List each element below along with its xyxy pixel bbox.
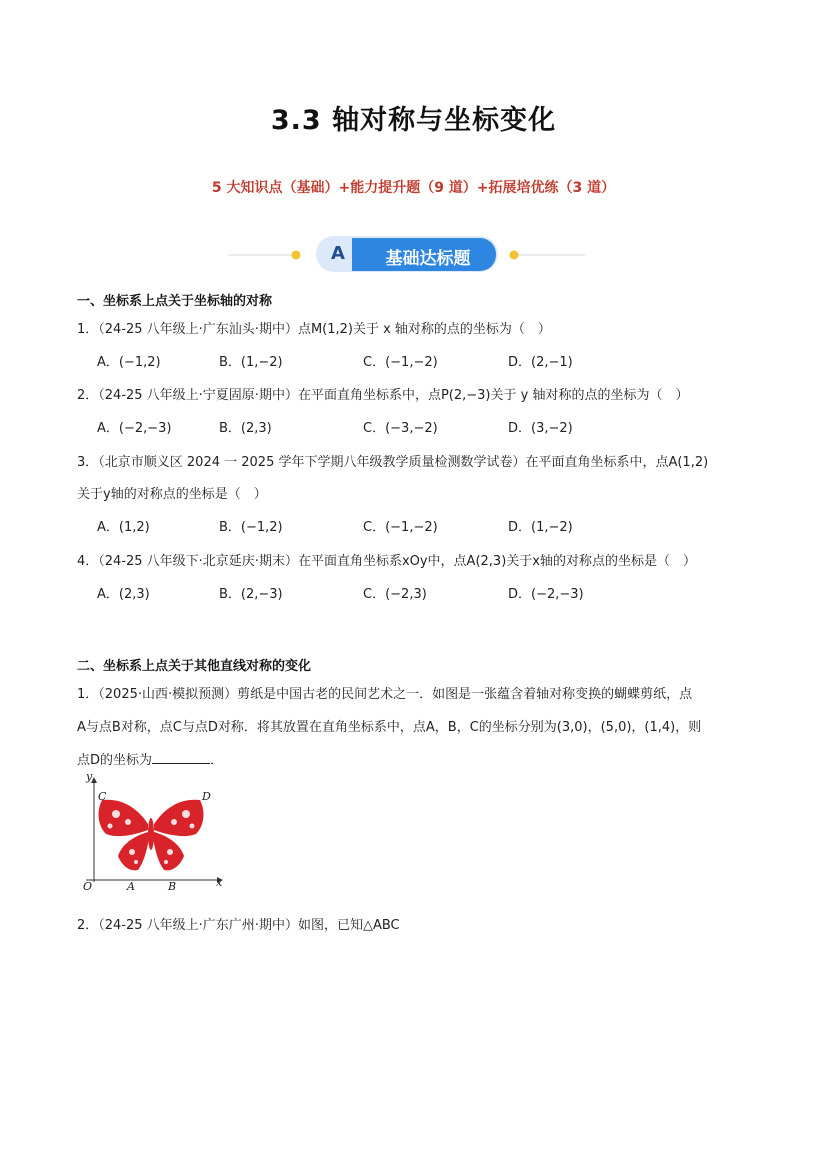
- section2-heading: 二、坐标系上点关于其他直线对称的变化: [77, 659, 312, 674]
- q1-2-option-d: D．(3,−2): [508, 421, 573, 436]
- label-point-a: A: [127, 880, 135, 893]
- butterfly-shape: [99, 800, 204, 871]
- answer-blank: [152, 751, 210, 764]
- q1-2-option-c: C．(−3,−2): [363, 421, 438, 436]
- q1-2-option-a: A．(−2,−3): [97, 421, 172, 436]
- label-point-d: D: [202, 790, 211, 803]
- banner-dot-right: [510, 251, 519, 260]
- q1-4-option-b: B．(2,−3): [219, 587, 283, 602]
- q1-1-option-b: B．(1,−2): [219, 355, 283, 370]
- question-2-1-line3: [77, 749, 223, 768]
- q1-1-option-c: C．(−1,−2): [363, 355, 438, 370]
- q1-1-option-a: A．(−1,2): [97, 355, 161, 370]
- question-2-1-end: ．: [210, 753, 224, 768]
- banner-dot-left: [292, 251, 301, 260]
- page-subtitle: 5 大知识点（基础）+能力提升题（9 道）+拓展培优练（3 道）: [211, 180, 616, 196]
- label-origin: O: [83, 880, 93, 893]
- question-2-1-line1: 1．（2025·山西·模拟预测）剪纸是中国古老的民间艺术之一．如图是一张蕴含着轴对称变换的蝴蝶剪纸，点: [77, 687, 693, 702]
- question-2-2: 2．（24-25 八年级上·广东广州·期中）如图，已知△ABC: [77, 918, 400, 933]
- butterfly-figure: [76, 772, 228, 896]
- banner-letter: A: [331, 243, 345, 264]
- q1-4-option-c: C．(−2,3): [363, 587, 427, 602]
- section1-heading: 一、坐标系上点关于坐标轴的对称: [77, 294, 273, 309]
- question-2-1-line2: A与点B对称，点C与点D对称．将其放置在直角坐标系中，点A，B，C的坐标分别为(3,0)，(5,0)，(1,4)，则: [77, 720, 702, 735]
- question-1-3-cont: 关于y轴的对称点的坐标是（ ）: [77, 487, 267, 502]
- q1-3-option-d: D．(1,−2): [508, 520, 573, 535]
- q1-1-option-d: D．(2,−1): [508, 355, 573, 370]
- page-title: 3.3 轴对称与坐标变化: [270, 105, 557, 136]
- question-1-4: 4．（24-25 八年级下·北京延庆·期末）在平面直角坐标系xOy中，点A(2,3)关于x轴的对称点的坐标是（ ）: [77, 554, 696, 569]
- question-1-1: 1．（24-25 八年级上·广东汕头·期中）点M(1,2)关于 x 轴对称的点的坐标为（ ）: [77, 322, 551, 337]
- q1-4-option-a: A．(2,3): [97, 587, 150, 602]
- question-1-3: 3．（北京市顺义区 2024 一 2025 学年下学期八年级教学质量检测数学试卷）在平面直角坐标系中，点A(1,2): [77, 455, 709, 470]
- label-point-c: C: [98, 790, 107, 803]
- label-point-b: B: [168, 880, 177, 893]
- question-1-2: 2．（24-25 八年级上·宁夏固原·期中）在平面直角坐标系中，点P(2,−3)关于 y 轴对称的点的坐标为（ ）: [77, 388, 689, 403]
- question-2-1-prompt: 点D的坐标为: [77, 753, 153, 768]
- label-y: y: [86, 770, 93, 783]
- q1-2-option-b: B．(2,3): [219, 421, 272, 436]
- q1-3-option-a: A．(1,2): [97, 520, 150, 535]
- q1-3-option-b: B．(−1,2): [219, 520, 283, 535]
- label-x: x: [216, 876, 223, 889]
- q1-3-option-c: C．(−1,−2): [363, 520, 438, 535]
- banner-label: 基础达标题: [385, 249, 471, 269]
- q1-4-option-d: D．(−2,−3): [508, 587, 584, 602]
- section-banner: [0, 232, 827, 278]
